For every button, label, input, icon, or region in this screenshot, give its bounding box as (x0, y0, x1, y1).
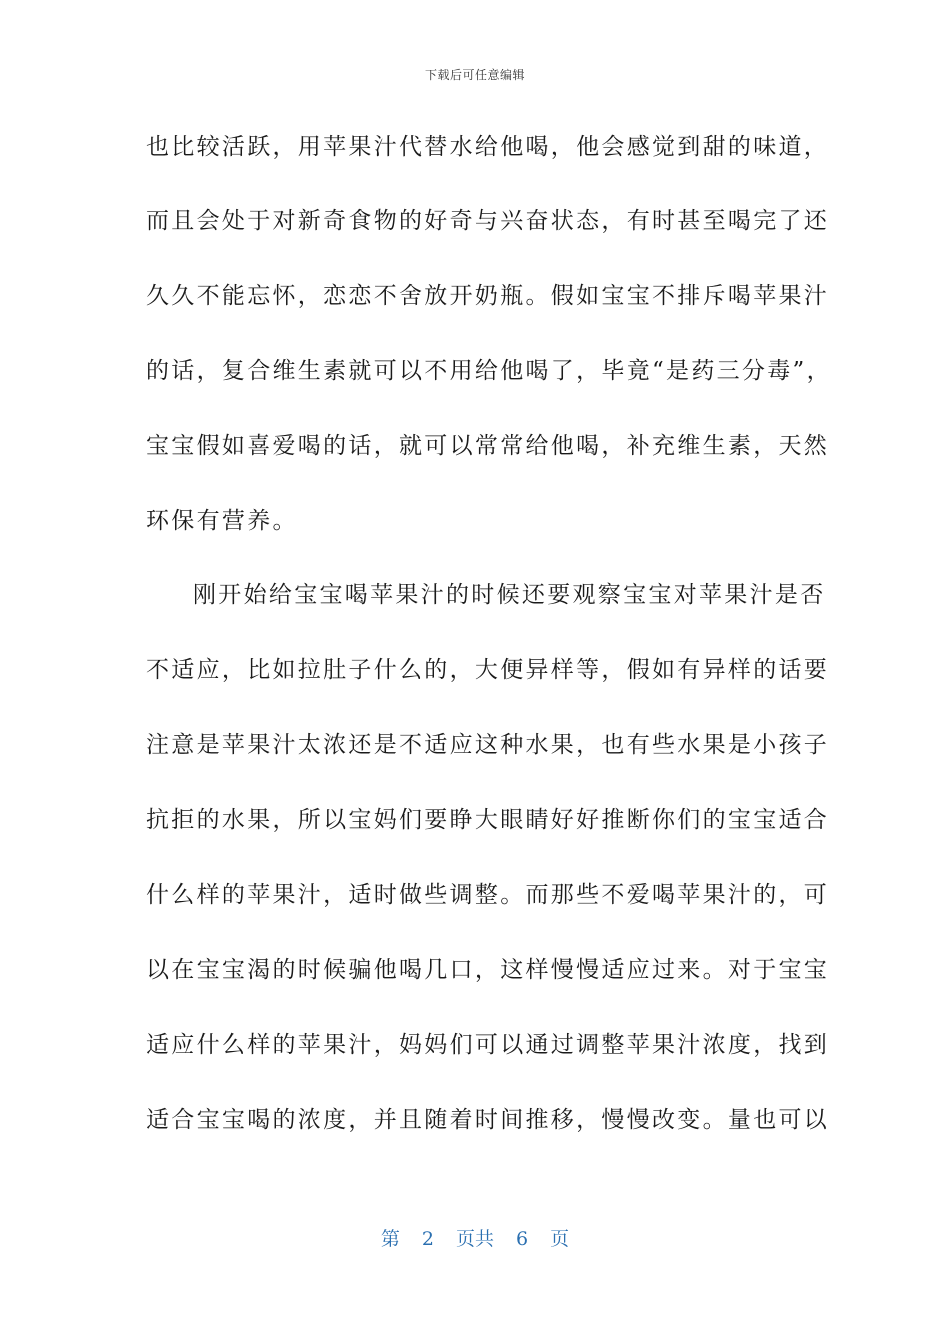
body-line-4: 的话，复合维生素就可以不用给他喝了，毕竟“是药三分毒”， (146, 358, 832, 384)
body-line-12: 以在宝宝渴的时候骗他喝几口，这样慢慢适应过来。对于宝宝 (146, 957, 830, 983)
footer-prefix: 第 (380, 1228, 400, 1250)
page-footer (0, 1224, 950, 1251)
page-header: 下载后可任意编辑 (424, 68, 525, 82)
body-line-9: 注意是苹果汁太浓还是不适应这种水果，也有些水果是小孩子 (146, 732, 830, 758)
body-line-8: 不适应，比如拉肚子什么的，大便异样等，假如有异样的话要 (146, 657, 830, 683)
body-line-2: 而且会处于对新奇食物的好奇与兴奋状态，有时甚至喝完了还 (146, 208, 830, 234)
footer-current-page: 2 (421, 1228, 434, 1250)
body-line-5: 宝宝假如喜爱喝的话，就可以常常给他喝，补充维生素，天然 (146, 433, 830, 459)
footer-total-pages: 6 (516, 1228, 529, 1250)
body-line-14: 适合宝宝喝的浓度，并且随着时间推移，慢慢改变。量也可以 (146, 1107, 830, 1133)
body-line-7: 刚开始给宝宝喝苹果汁的时候还要观察宝宝对苹果汁是否 (193, 582, 826, 608)
body-line-11: 什么样的苹果汁，适时做些调整。而那些不爱喝苹果汁的，可 (146, 882, 830, 908)
body-line-13: 适应什么样的苹果汁，妈妈们可以通过调整苹果汁浓度，找到 (146, 1032, 830, 1058)
footer-middle: 页共 (455, 1228, 494, 1250)
body-line-3: 久久不能忘怀，恋恋不舍放开奶瓶。假如宝宝不排斥喝苹果汁 (146, 283, 830, 309)
body-line-10: 抗拒的水果，所以宝妈们要睁大眼睛好好推断你们的宝宝适合 (146, 807, 830, 833)
footer-suffix: 页 (550, 1228, 570, 1250)
body-line-6: 环保有营养。 (146, 508, 298, 534)
body-line-1: 也比较活跃，用苹果汁代替水给他喝，他会感觉到甜的味道， (146, 134, 830, 160)
